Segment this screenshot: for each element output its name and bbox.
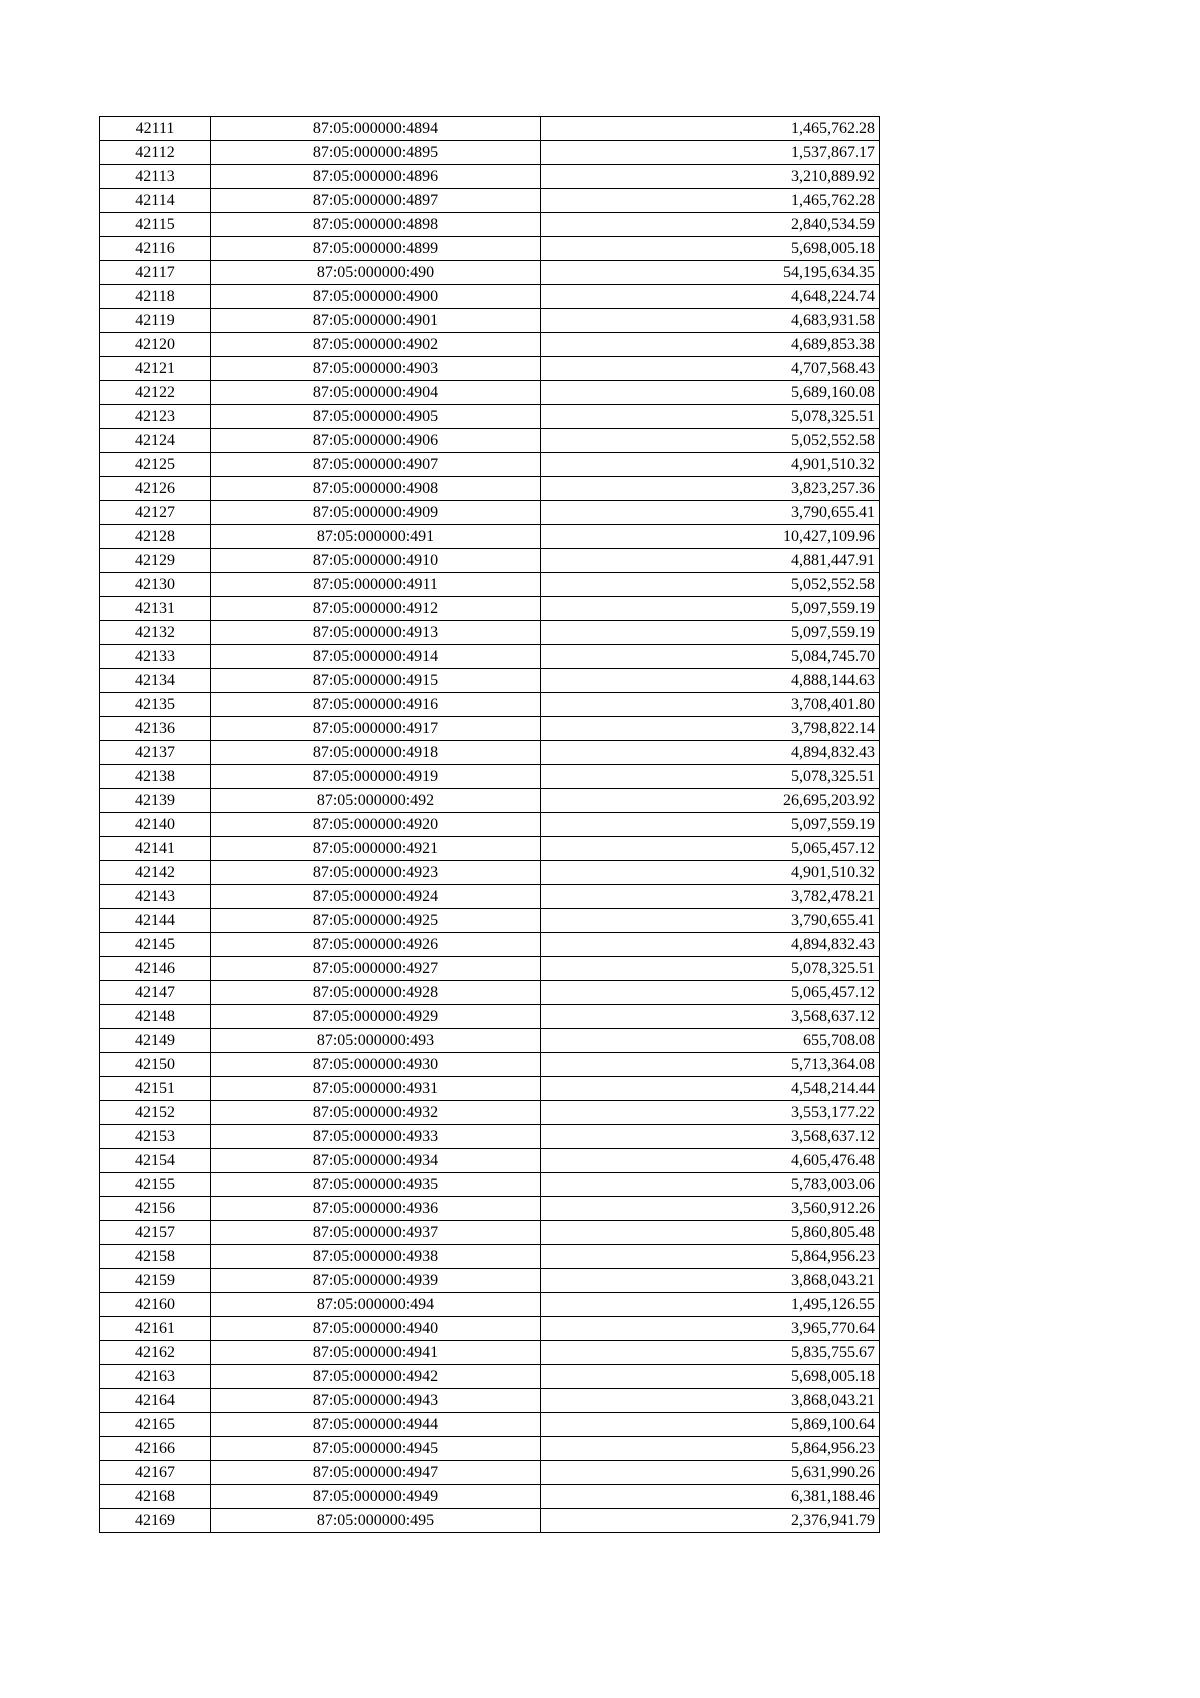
row-number-cell: 42137 bbox=[100, 741, 211, 765]
table-row bbox=[100, 1413, 880, 1437]
row-number-cell: 42146 bbox=[100, 957, 211, 981]
row-number-cell: 42145 bbox=[100, 933, 211, 957]
table-row bbox=[100, 741, 880, 765]
value-cell: 4,548,214.44 bbox=[541, 1077, 880, 1101]
cadastral-number-cell: 87:05:000000:4910 bbox=[211, 549, 541, 573]
value-cell: 5,084,745.70 bbox=[541, 645, 880, 669]
row-number-cell: 42149 bbox=[100, 1029, 211, 1053]
value-cell: 1,495,126.55 bbox=[541, 1293, 880, 1317]
value-cell: 3,560,912.26 bbox=[541, 1197, 880, 1221]
cadastral-number-cell: 87:05:000000:4943 bbox=[211, 1389, 541, 1413]
cadastral-number-cell: 87:05:000000:4917 bbox=[211, 717, 541, 741]
cadastral-number-cell: 87:05:000000:4940 bbox=[211, 1317, 541, 1341]
value-cell: 5,869,100.64 bbox=[541, 1413, 880, 1437]
cadastral-number-cell: 87:05:000000:4933 bbox=[211, 1125, 541, 1149]
value-cell: 5,864,956.23 bbox=[541, 1245, 880, 1269]
table-row bbox=[100, 597, 880, 621]
cadastral-number-cell: 87:05:000000:4947 bbox=[211, 1461, 541, 1485]
table-row bbox=[100, 693, 880, 717]
cadastral-number-cell: 87:05:000000:4925 bbox=[211, 909, 541, 933]
value-cell: 3,790,655.41 bbox=[541, 501, 880, 525]
table-row bbox=[100, 285, 880, 309]
value-cell: 1,465,762.28 bbox=[541, 117, 880, 141]
row-number-cell: 42134 bbox=[100, 669, 211, 693]
value-cell: 4,888,144.63 bbox=[541, 669, 880, 693]
table-row bbox=[100, 1077, 880, 1101]
value-cell: 4,707,568.43 bbox=[541, 357, 880, 381]
value-cell: 4,605,476.48 bbox=[541, 1149, 880, 1173]
value-cell: 5,689,160.08 bbox=[541, 381, 880, 405]
cadastral-number-cell: 87:05:000000:4926 bbox=[211, 933, 541, 957]
value-cell: 4,894,832.43 bbox=[541, 933, 880, 957]
value-cell: 5,860,805.48 bbox=[541, 1221, 880, 1245]
value-cell: 2,376,941.79 bbox=[541, 1509, 880, 1533]
cadastral-number-cell: 87:05:000000:4903 bbox=[211, 357, 541, 381]
table-row bbox=[100, 1341, 880, 1365]
cadastral-number-cell: 87:05:000000:4944 bbox=[211, 1413, 541, 1437]
value-cell: 3,798,822.14 bbox=[541, 717, 880, 741]
row-number-cell: 42118 bbox=[100, 285, 211, 309]
table-row bbox=[100, 237, 880, 261]
value-cell: 5,713,364.08 bbox=[541, 1053, 880, 1077]
row-number-cell: 42156 bbox=[100, 1197, 211, 1221]
row-number-cell: 42157 bbox=[100, 1221, 211, 1245]
table-row bbox=[100, 765, 880, 789]
cadastral-number-cell: 87:05:000000:4907 bbox=[211, 453, 541, 477]
data-table bbox=[99, 116, 880, 1533]
table-row bbox=[100, 309, 880, 333]
value-cell: 26,695,203.92 bbox=[541, 789, 880, 813]
row-number-cell: 42151 bbox=[100, 1077, 211, 1101]
table-row bbox=[100, 141, 880, 165]
table-row bbox=[100, 549, 880, 573]
row-number-cell: 42113 bbox=[100, 165, 211, 189]
cadastral-number-cell: 87:05:000000:4899 bbox=[211, 237, 541, 261]
table-row bbox=[100, 1053, 880, 1077]
table-row bbox=[100, 429, 880, 453]
cadastral-number-cell: 87:05:000000:4920 bbox=[211, 813, 541, 837]
value-cell: 1,465,762.28 bbox=[541, 189, 880, 213]
table-row bbox=[100, 717, 880, 741]
cadastral-number-cell: 87:05:000000:4941 bbox=[211, 1341, 541, 1365]
value-cell: 6,381,188.46 bbox=[541, 1485, 880, 1509]
row-number-cell: 42136 bbox=[100, 717, 211, 741]
value-cell: 5,631,990.26 bbox=[541, 1461, 880, 1485]
table-row bbox=[100, 669, 880, 693]
table-row bbox=[100, 861, 880, 885]
table-row bbox=[100, 117, 880, 141]
table-row bbox=[100, 957, 880, 981]
table-row bbox=[100, 1101, 880, 1125]
cadastral-number-cell: 87:05:000000:4915 bbox=[211, 669, 541, 693]
value-cell: 3,210,889.92 bbox=[541, 165, 880, 189]
table-row bbox=[100, 453, 880, 477]
value-cell: 4,881,447.91 bbox=[541, 549, 880, 573]
row-number-cell: 42162 bbox=[100, 1341, 211, 1365]
cadastral-number-cell: 87:05:000000:494 bbox=[211, 1293, 541, 1317]
cadastral-number-cell: 87:05:000000:4897 bbox=[211, 189, 541, 213]
row-number-cell: 42132 bbox=[100, 621, 211, 645]
value-cell: 5,078,325.51 bbox=[541, 405, 880, 429]
value-cell: 4,901,510.32 bbox=[541, 861, 880, 885]
table-row bbox=[100, 909, 880, 933]
table-row bbox=[100, 813, 880, 837]
table-row bbox=[100, 621, 880, 645]
value-cell: 5,097,559.19 bbox=[541, 813, 880, 837]
table-row bbox=[100, 1125, 880, 1149]
value-cell: 1,537,867.17 bbox=[541, 141, 880, 165]
value-cell: 3,868,043.21 bbox=[541, 1389, 880, 1413]
cadastral-number-cell: 87:05:000000:4906 bbox=[211, 429, 541, 453]
cadastral-number-cell: 87:05:000000:492 bbox=[211, 789, 541, 813]
table-row bbox=[100, 1389, 880, 1413]
row-number-cell: 42138 bbox=[100, 765, 211, 789]
value-cell: 5,698,005.18 bbox=[541, 1365, 880, 1389]
row-number-cell: 42163 bbox=[100, 1365, 211, 1389]
value-cell: 3,568,637.12 bbox=[541, 1005, 880, 1029]
value-cell: 3,823,257.36 bbox=[541, 477, 880, 501]
row-number-cell: 42139 bbox=[100, 789, 211, 813]
value-cell: 3,568,637.12 bbox=[541, 1125, 880, 1149]
cadastral-number-cell: 87:05:000000:4916 bbox=[211, 693, 541, 717]
table-row bbox=[100, 1149, 880, 1173]
cadastral-number-cell: 87:05:000000:4912 bbox=[211, 597, 541, 621]
value-cell: 3,790,655.41 bbox=[541, 909, 880, 933]
row-number-cell: 42166 bbox=[100, 1437, 211, 1461]
row-number-cell: 42128 bbox=[100, 525, 211, 549]
row-number-cell: 42158 bbox=[100, 1245, 211, 1269]
row-number-cell: 42114 bbox=[100, 189, 211, 213]
cadastral-number-cell: 87:05:000000:4894 bbox=[211, 117, 541, 141]
value-cell: 655,708.08 bbox=[541, 1029, 880, 1053]
table-row bbox=[100, 213, 880, 237]
table-row bbox=[100, 1005, 880, 1029]
row-number-cell: 42155 bbox=[100, 1173, 211, 1197]
row-number-cell: 42127 bbox=[100, 501, 211, 525]
table-row bbox=[100, 1485, 880, 1509]
cadastral-number-cell: 87:05:000000:4929 bbox=[211, 1005, 541, 1029]
table-row bbox=[100, 357, 880, 381]
table-row bbox=[100, 1437, 880, 1461]
cadastral-number-cell: 87:05:000000:493 bbox=[211, 1029, 541, 1053]
cadastral-number-cell: 87:05:000000:4900 bbox=[211, 285, 541, 309]
value-cell: 5,052,552.58 bbox=[541, 573, 880, 597]
table-row bbox=[100, 1173, 880, 1197]
row-number-cell: 42159 bbox=[100, 1269, 211, 1293]
row-number-cell: 42122 bbox=[100, 381, 211, 405]
table-row bbox=[100, 1509, 880, 1533]
row-number-cell: 42165 bbox=[100, 1413, 211, 1437]
value-cell: 3,708,401.80 bbox=[541, 693, 880, 717]
value-cell: 3,782,478.21 bbox=[541, 885, 880, 909]
cadastral-number-cell: 87:05:000000:4908 bbox=[211, 477, 541, 501]
cadastral-number-cell: 87:05:000000:4942 bbox=[211, 1365, 541, 1389]
row-number-cell: 42115 bbox=[100, 213, 211, 237]
row-number-cell: 42111 bbox=[100, 117, 211, 141]
row-number-cell: 42153 bbox=[100, 1125, 211, 1149]
value-cell: 5,097,559.19 bbox=[541, 597, 880, 621]
row-number-cell: 42112 bbox=[100, 141, 211, 165]
value-cell: 5,078,325.51 bbox=[541, 957, 880, 981]
table-row bbox=[100, 1245, 880, 1269]
cadastral-number-cell: 87:05:000000:4919 bbox=[211, 765, 541, 789]
value-cell: 3,553,177.22 bbox=[541, 1101, 880, 1125]
cadastral-number-cell: 87:05:000000:4945 bbox=[211, 1437, 541, 1461]
value-cell: 5,052,552.58 bbox=[541, 429, 880, 453]
table-row bbox=[100, 381, 880, 405]
table-row bbox=[100, 789, 880, 813]
value-cell: 5,065,457.12 bbox=[541, 981, 880, 1005]
cadastral-number-cell: 87:05:000000:4904 bbox=[211, 381, 541, 405]
row-number-cell: 42148 bbox=[100, 1005, 211, 1029]
row-number-cell: 42142 bbox=[100, 861, 211, 885]
cadastral-number-cell: 87:05:000000:4914 bbox=[211, 645, 541, 669]
table-row bbox=[100, 1317, 880, 1341]
value-cell: 3,868,043.21 bbox=[541, 1269, 880, 1293]
row-number-cell: 42119 bbox=[100, 309, 211, 333]
cadastral-number-cell: 87:05:000000:491 bbox=[211, 525, 541, 549]
cadastral-number-cell: 87:05:000000:4937 bbox=[211, 1221, 541, 1245]
cadastral-number-cell: 87:05:000000:4949 bbox=[211, 1485, 541, 1509]
row-number-cell: 42150 bbox=[100, 1053, 211, 1077]
cadastral-number-cell: 87:05:000000:4939 bbox=[211, 1269, 541, 1293]
row-number-cell: 42169 bbox=[100, 1509, 211, 1533]
row-number-cell: 42152 bbox=[100, 1101, 211, 1125]
table-row bbox=[100, 1029, 880, 1053]
value-cell: 4,689,853.38 bbox=[541, 333, 880, 357]
data-table-body bbox=[100, 117, 880, 1533]
row-number-cell: 42126 bbox=[100, 477, 211, 501]
row-number-cell: 42116 bbox=[100, 237, 211, 261]
value-cell: 2,840,534.59 bbox=[541, 213, 880, 237]
cadastral-number-cell: 87:05:000000:4938 bbox=[211, 1245, 541, 1269]
cadastral-number-cell: 87:05:000000:4921 bbox=[211, 837, 541, 861]
row-number-cell: 42120 bbox=[100, 333, 211, 357]
table-row bbox=[100, 645, 880, 669]
cadastral-number-cell: 87:05:000000:4924 bbox=[211, 885, 541, 909]
value-cell: 5,078,325.51 bbox=[541, 765, 880, 789]
cadastral-number-cell: 87:05:000000:4923 bbox=[211, 861, 541, 885]
value-cell: 5,097,559.19 bbox=[541, 621, 880, 645]
cadastral-number-cell: 87:05:000000:4913 bbox=[211, 621, 541, 645]
cadastral-number-cell: 87:05:000000:4927 bbox=[211, 957, 541, 981]
value-cell: 4,901,510.32 bbox=[541, 453, 880, 477]
row-number-cell: 42135 bbox=[100, 693, 211, 717]
cadastral-number-cell: 87:05:000000:4932 bbox=[211, 1101, 541, 1125]
row-number-cell: 42129 bbox=[100, 549, 211, 573]
cadastral-number-cell: 87:05:000000:4895 bbox=[211, 141, 541, 165]
table-row bbox=[100, 885, 880, 909]
row-number-cell: 42131 bbox=[100, 597, 211, 621]
value-cell: 4,894,832.43 bbox=[541, 741, 880, 765]
value-cell: 4,648,224.74 bbox=[541, 285, 880, 309]
row-number-cell: 42161 bbox=[100, 1317, 211, 1341]
row-number-cell: 42168 bbox=[100, 1485, 211, 1509]
value-cell: 5,835,755.67 bbox=[541, 1341, 880, 1365]
cadastral-number-cell: 87:05:000000:490 bbox=[211, 261, 541, 285]
cadastral-number-cell: 87:05:000000:4901 bbox=[211, 309, 541, 333]
table-row bbox=[100, 981, 880, 1005]
value-cell: 4,683,931.58 bbox=[541, 309, 880, 333]
row-number-cell: 42160 bbox=[100, 1293, 211, 1317]
table-row bbox=[100, 501, 880, 525]
cadastral-number-cell: 87:05:000000:4928 bbox=[211, 981, 541, 1005]
value-cell: 5,783,003.06 bbox=[541, 1173, 880, 1197]
table-row bbox=[100, 477, 880, 501]
value-cell: 5,864,956.23 bbox=[541, 1437, 880, 1461]
cadastral-number-cell: 87:05:000000:4918 bbox=[211, 741, 541, 765]
table-row bbox=[100, 1293, 880, 1317]
cadastral-number-cell: 87:05:000000:4905 bbox=[211, 405, 541, 429]
row-number-cell: 42164 bbox=[100, 1389, 211, 1413]
row-number-cell: 42147 bbox=[100, 981, 211, 1005]
cadastral-number-cell: 87:05:000000:495 bbox=[211, 1509, 541, 1533]
value-cell: 10,427,109.96 bbox=[541, 525, 880, 549]
table-row bbox=[100, 1365, 880, 1389]
table-row bbox=[100, 525, 880, 549]
row-number-cell: 42124 bbox=[100, 429, 211, 453]
row-number-cell: 42121 bbox=[100, 357, 211, 381]
row-number-cell: 42133 bbox=[100, 645, 211, 669]
table-row bbox=[100, 405, 880, 429]
row-number-cell: 42143 bbox=[100, 885, 211, 909]
cadastral-number-cell: 87:05:000000:4936 bbox=[211, 1197, 541, 1221]
row-number-cell: 42125 bbox=[100, 453, 211, 477]
row-number-cell: 42117 bbox=[100, 261, 211, 285]
cadastral-number-cell: 87:05:000000:4934 bbox=[211, 1149, 541, 1173]
table-row bbox=[100, 933, 880, 957]
row-number-cell: 42141 bbox=[100, 837, 211, 861]
value-cell: 5,698,005.18 bbox=[541, 237, 880, 261]
table-row bbox=[100, 333, 880, 357]
table-row bbox=[100, 1221, 880, 1245]
table-row bbox=[100, 573, 880, 597]
table-row bbox=[100, 1197, 880, 1221]
cadastral-number-cell: 87:05:000000:4898 bbox=[211, 213, 541, 237]
row-number-cell: 42167 bbox=[100, 1461, 211, 1485]
row-number-cell: 42130 bbox=[100, 573, 211, 597]
row-number-cell: 42123 bbox=[100, 405, 211, 429]
cadastral-number-cell: 87:05:000000:4909 bbox=[211, 501, 541, 525]
row-number-cell: 42154 bbox=[100, 1149, 211, 1173]
cadastral-number-cell: 87:05:000000:4931 bbox=[211, 1077, 541, 1101]
cadastral-number-cell: 87:05:000000:4911 bbox=[211, 573, 541, 597]
cadastral-number-cell: 87:05:000000:4902 bbox=[211, 333, 541, 357]
table-row bbox=[100, 189, 880, 213]
table-row bbox=[100, 261, 880, 285]
value-cell: 3,965,770.64 bbox=[541, 1317, 880, 1341]
table-row bbox=[100, 165, 880, 189]
row-number-cell: 42140 bbox=[100, 813, 211, 837]
value-cell: 5,065,457.12 bbox=[541, 837, 880, 861]
value-cell: 54,195,634.35 bbox=[541, 261, 880, 285]
row-number-cell: 42144 bbox=[100, 909, 211, 933]
cadastral-number-cell: 87:05:000000:4935 bbox=[211, 1173, 541, 1197]
cadastral-number-cell: 87:05:000000:4896 bbox=[211, 165, 541, 189]
table-row bbox=[100, 837, 880, 861]
table-row bbox=[100, 1269, 880, 1293]
cadastral-number-cell: 87:05:000000:4930 bbox=[211, 1053, 541, 1077]
table-row bbox=[100, 1461, 880, 1485]
